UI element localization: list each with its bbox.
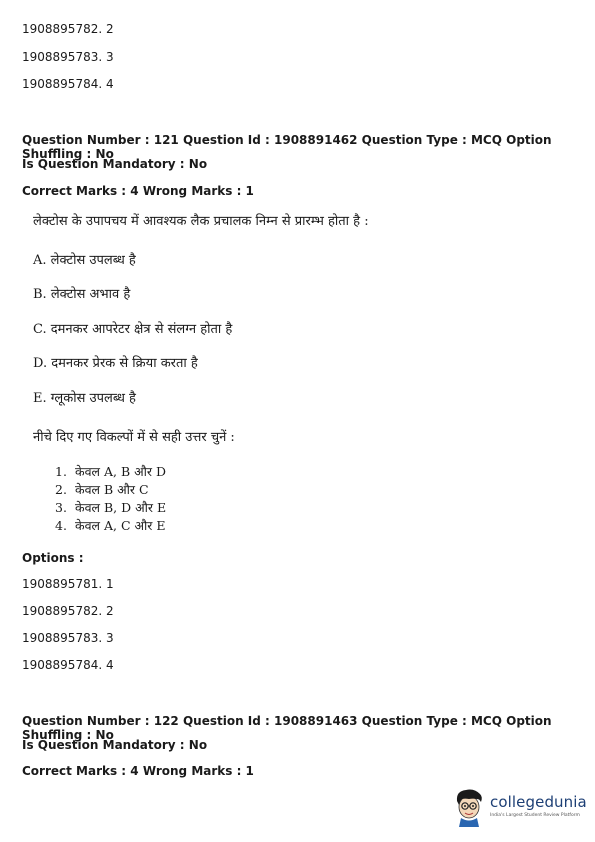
options-label: Options : — [22, 551, 84, 565]
choice-text: केवल A, B और D — [74, 464, 167, 479]
statement-d: D. दमनकर प्रेरक से क्रिया करता है — [33, 356, 198, 371]
question-instruction: नीचे दिए गए विकल्पों में से सही उत्तर चुनें : — [33, 430, 235, 445]
brand-tagline: India's Largest Student Review Platform — [490, 813, 580, 818]
question-mandatory: Is Question Mandatory : No — [22, 157, 208, 171]
statement-b: B. लेक्टोस अभाव है — [33, 287, 131, 302]
student-mascot-icon — [452, 787, 486, 827]
option-line: 1908895784. 4 — [22, 658, 114, 672]
choice-item — [55, 499, 166, 517]
option-line: 1908895783. 3 — [22, 50, 114, 64]
question-header: Question Number : 122 Question Id : 1908891463 Question Type : MCQ Option Shuffling : No — [22, 714, 552, 742]
option-line: 1908895783. 3 — [22, 631, 114, 645]
question-marks: Correct Marks : 4 Wrong Marks : 1 — [22, 184, 254, 198]
choice-text: केवल B और C — [74, 482, 149, 497]
question-marks: Correct Marks : 4 Wrong Marks : 1 — [22, 764, 254, 778]
choice-number: 1. — [55, 464, 67, 479]
choice-number: 3. — [55, 500, 67, 515]
statement-a: A. लेक्टोस उपलब्ध है — [33, 253, 136, 268]
statement-c: C. दमनकर आपरेटर क्षेत्र से संलग्न होता है — [33, 322, 233, 337]
statement-e: E. ग्लूकोस उपलब्ध है — [33, 391, 136, 406]
choice-item — [55, 517, 166, 535]
choice-text: केवल A, C और E — [74, 518, 166, 533]
question-header: Question Number : 121 Question Id : 1908891462 Question Type : MCQ Option Shuffling : No — [22, 133, 552, 161]
brand-name: collegedunia — [490, 793, 587, 811]
collegedunia-logo — [452, 785, 587, 829]
option-line: 1908895782. 2 — [22, 604, 114, 618]
choice-number: 4. — [55, 518, 67, 533]
choice-item — [55, 463, 166, 481]
option-line: 1908895784. 4 — [22, 77, 114, 91]
option-line: 1908895781. 1 — [22, 577, 114, 591]
choice-number: 2. — [55, 482, 67, 497]
choice-text: केवल B, D और E — [74, 500, 167, 515]
option-line: 1908895782. 2 — [22, 22, 114, 36]
question-stem: लेक्टोस के उपापचय में आवश्यक लैक प्रचालक निम्न से प्रारम्भ होता है : — [33, 214, 369, 229]
question-mandatory: Is Question Mandatory : No — [22, 738, 208, 752]
choice-item — [55, 481, 149, 499]
